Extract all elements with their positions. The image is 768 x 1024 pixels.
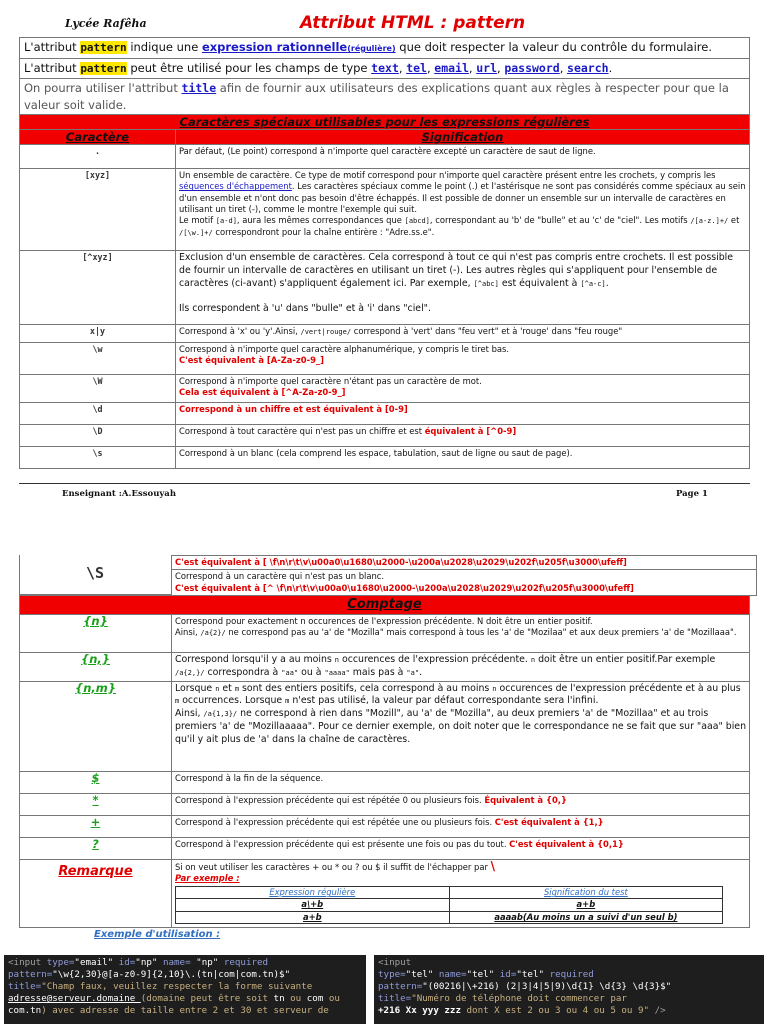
footer-teacher: Enseignant :A.Essouyah	[62, 489, 176, 499]
char-cell: [xyz]	[20, 169, 176, 251]
code-token: "email"	[74, 957, 114, 968]
meaning-cell	[172, 570, 757, 596]
intro-line-2: L'attribut pattern peut être utilisé pour les champs de type text, tel, email, url, password, search.	[20, 59, 750, 79]
code-token: com.tn	[8, 1005, 42, 1016]
code-token: "tel"	[516, 969, 545, 980]
quantifier-symbol: {n,}	[81, 652, 110, 666]
meaning-cell	[172, 793, 750, 815]
intro-text: .	[608, 61, 613, 75]
code-line	[8, 957, 362, 969]
code-token: "tel"	[405, 969, 434, 980]
meaning-cell	[172, 681, 750, 771]
equivalence-text: Cela est équivalent à [^A-Za-z0-9_]	[179, 387, 346, 398]
char-cell: \S	[85, 564, 105, 582]
meaning-text: , correspondant au 'b' de "bulle" et au 'c' de "ciel". Les motifs	[429, 215, 691, 226]
meaning-text: . Les caractères spéciaux comme le point (.) et l'astérisque ne sont pas considérés comme spéciaux au sein d'un ensemble et n'ont donc pas besoin d'être échappés. Il est possible de donner un ensemble sur un intervalle de caractères en utilisant un tiret (-), comme le montre l'exemple qui suit.	[179, 181, 746, 214]
expression-cell: a+b	[176, 911, 450, 923]
meaning-text: Ils correspondent à 'u' dans "bulle" et à 'i' dans "ciel".	[179, 303, 431, 315]
code-snippet: m	[285, 697, 290, 706]
quantifier-symbol: $	[91, 770, 100, 785]
code-token: id=	[113, 957, 136, 968]
code-token: required	[218, 957, 269, 968]
code-line	[378, 969, 760, 981]
meaning-text: Ainsi,	[175, 627, 201, 638]
code-token: "(00216|\+216) (2|3|4|5|9)\d{1} \d{3} \d{3}$"	[422, 981, 672, 992]
meaning-text: Un ensemble de caractère. Ce type de motif correspond pour n'importe quel caractère présent entre les crochets, y compris les	[179, 170, 716, 180]
code-snippet: /a{1,3}/	[203, 710, 238, 719]
code-snippet: n	[492, 684, 497, 693]
meaning-text: Correspond lorsqu'il y a au moins	[175, 654, 335, 665]
table-row	[20, 793, 750, 815]
regex-link-small[interactable]: (régulière)	[347, 44, 396, 53]
meaning-text: Exclusion d'un ensemble de caractères. Cela correspond à tout ce qui n'est pas compris entre crochets. Il est possible de fournir un intervalle de caractères en utilisant un tiret (-). Les autres règles qui s'appliquent pour l'ensemble de caractères (ci-avant) s'appliquent également ici. Par exemple,	[179, 252, 734, 289]
code-line	[8, 1005, 362, 1017]
code-snippet: /a{2}/	[200, 629, 226, 638]
col-header-expression: Expression régulière	[176, 887, 450, 899]
meaning-text: occurences de l'expression précédente et à au plus	[496, 682, 741, 694]
table-row	[176, 911, 723, 923]
remark-label-cell	[20, 859, 172, 927]
page-2	[0, 544, 768, 1024]
char-cell: \w	[20, 343, 176, 375]
char-cell	[20, 815, 172, 837]
char-cell: x|y	[20, 325, 176, 343]
meaning-text: Ainsi,	[175, 708, 204, 720]
code-token: title=	[8, 981, 42, 992]
meaning-cell	[172, 615, 750, 653]
char-cell: \W	[20, 375, 176, 403]
code-snippet: "aaaa"	[324, 668, 350, 677]
intro-text: L'attribut	[24, 61, 81, 75]
code-line: <input	[378, 957, 412, 968]
section-title: Caractères spéciaux utilisables pour les expressions régulières	[20, 115, 750, 130]
meaning-text: correspondront pour la chaîne entirère : "Adre.ss.e".	[212, 227, 435, 238]
equivalence-text: C'est équivalent à {1,}	[494, 816, 604, 827]
char-cell	[20, 837, 172, 859]
code-token: (domaine peut être soit	[140, 993, 274, 1004]
equivalence-text: équivalent à [^0-9]	[424, 426, 517, 436]
intro-text: que doit respecter la valeur du contrôle du formulaire.	[395, 40, 713, 54]
meaning-cell	[176, 403, 750, 425]
continuation-table	[171, 555, 757, 596]
remark-text: Si on veut utiliser les caractères + ou * ou ? ou $ il suffit de l'échapper par	[175, 861, 491, 872]
code-snippet: [^a-c]	[580, 279, 606, 288]
code-token: +216 Xx yyy zzz	[378, 1005, 461, 1016]
code-token: id=	[494, 969, 517, 980]
table-row	[20, 169, 750, 251]
comptage-table	[19, 595, 750, 928]
equivalence-text: C'est équivalent à [A-Za-z0-9_]	[179, 355, 324, 366]
meaning-text: Correspond à n'importe quel caractère alphanumérique, y compris le tiret bas.	[179, 344, 510, 354]
code-token: <input	[8, 957, 47, 968]
code-token: "Numéro de téléphone doit commencer par	[411, 993, 627, 1004]
table-row	[20, 425, 750, 447]
pattern-keyword: pattern	[80, 41, 127, 54]
meaning-text: n'est pas utilisé, la valeur par défaut correspondante sera l'infini.	[289, 695, 599, 707]
intro-text: afin de fournir aux utilisateurs des explications quant aux règles à respecter pour que la valeur soit valide.	[24, 81, 729, 112]
table-row	[172, 556, 757, 570]
pattern-keyword: pattern	[80, 62, 127, 75]
code-token: dont X est 2 ou 3 ou 4 ou 5 ou 9"	[460, 1005, 650, 1016]
code-token: name=	[157, 957, 197, 968]
meaning-cell	[176, 251, 750, 325]
regex-link[interactable]	[202, 40, 396, 54]
meaning-text: Correspond pour exactement n occurences de l'expression précédente. N doit être un entier positif.	[175, 616, 593, 626]
table-row	[20, 615, 750, 653]
code-token: "\w{2,30}@[a-z0-9]{2,10}\.(tn|com|com.tn)$"	[52, 969, 291, 980]
col-header-meaning: Signification	[176, 130, 750, 145]
code-example-email	[4, 955, 366, 1024]
char-cell	[20, 771, 172, 793]
meaning-text: ne correspond pas au 'a' de "Mozilla" mais correspond à tous les 'a' de "Mozilaa" et aux deux premiers 'a' de "Mozillaaa".	[225, 627, 737, 638]
code-snippet: /vert|rouge/	[300, 328, 352, 336]
type-password[interactable]: password	[504, 61, 560, 75]
char-cell	[20, 793, 172, 815]
meaning-text: Correspond à l'expression précédente qui est répétée une ou plusieurs fois.	[175, 816, 495, 827]
meaning-text: doit être un entier positif.Par exemple	[535, 654, 716, 665]
footer-page-number: Page 1	[676, 489, 708, 499]
code-token: pattern=	[378, 981, 423, 992]
code-line	[8, 993, 362, 1005]
meaning-cell	[176, 425, 750, 447]
code-snippet: m	[234, 684, 240, 693]
left-col-border	[19, 555, 171, 595]
code-snippet: [^abc]	[473, 279, 499, 288]
meaning-text: Correspond à n'importe quel caractère n'étant pas un caractère de mot.	[179, 376, 482, 386]
code-snippet: "aa"	[281, 668, 299, 677]
meaning-cell	[176, 325, 750, 343]
code-token: "tel"	[466, 969, 495, 980]
code-token: name=	[433, 969, 467, 980]
intro-text: L'attribut	[24, 40, 81, 54]
code-snippet: n	[530, 656, 536, 664]
meaning-text: occurences de l'expression précédente.	[339, 654, 531, 665]
document-title: Attribut HTML : pattern	[300, 13, 526, 33]
intro-line-3	[20, 79, 750, 116]
meaning-text: ne correspond à rien dans "Mozill", au 'a' de "Mozilla", au deux premiers 'a' de "Mozillaa" et au trois premiers 'a' de "Mozillaaaaa". Pour ce dernier exemple, on doit noter que le correspondance ne se fait que sur "aaa" bien qu'il y ait plus de 'a' dans la chaîne de caractères.	[175, 708, 747, 745]
remark-cell	[172, 859, 750, 927]
quantifier-symbol: {n,m}	[75, 680, 116, 695]
meaning-text: correspond à 'vert' dans "feu vert" et à 'rouge' dans "feu rouge"	[351, 326, 623, 336]
meaning-text: Lorsque	[175, 682, 216, 694]
code-line	[378, 993, 760, 1005]
meaning-cell	[176, 343, 750, 375]
test-cell: aaaab(Au moins un a suivi d'un seul b)	[449, 911, 723, 923]
code-token: title=	[378, 993, 412, 1004]
meaning-cell: Correspond à la fin de la séquence.	[172, 771, 750, 793]
remark-label: Remarque	[58, 863, 133, 879]
meaning-cell	[176, 375, 750, 403]
code-snippet: /[a-z.]+/	[690, 217, 729, 226]
table-row	[20, 837, 750, 859]
expression-cell: a\+b	[176, 899, 450, 911]
table-row	[20, 447, 750, 469]
equivalence-text: Équivalent à {0,}	[484, 794, 567, 805]
example-table	[175, 886, 723, 924]
char-cell	[20, 681, 172, 771]
code-token: "np"	[135, 957, 158, 968]
comptage-title: Comptage	[20, 596, 750, 615]
type-url[interactable]: url	[476, 61, 497, 75]
code-example-tel	[372, 955, 764, 1024]
type-search[interactable]: search	[567, 61, 609, 75]
intro-text: On pourra utiliser l'attribut	[24, 81, 182, 95]
code-line	[8, 981, 362, 993]
special-chars-table	[19, 114, 750, 469]
meaning-text: et	[728, 215, 740, 226]
meaning-text: .	[419, 666, 423, 678]
table-row	[20, 653, 750, 682]
page-1	[0, 0, 768, 508]
code-token: pattern=	[8, 969, 53, 980]
code-token: required	[544, 969, 594, 980]
meaning-text: Correspond à 'x' ou 'y'.Ainsi,	[179, 326, 301, 336]
quantifier-symbol: *	[92, 792, 99, 807]
escape-sequences-link[interactable]: séquences d'échappement	[179, 181, 292, 192]
table-row	[20, 771, 750, 793]
example-label: Par exemple :	[175, 872, 240, 883]
table-row	[20, 325, 750, 343]
meaning-text: .	[605, 277, 609, 289]
code-snippet: "a"	[406, 668, 420, 677]
code-line	[8, 969, 362, 981]
code-line	[378, 981, 760, 993]
meaning-text: Correspond à l'expression précédente qui est présente une fois ou pas du tout.	[175, 838, 510, 849]
code-token: "np"	[196, 957, 219, 968]
code-snippet: n	[215, 684, 220, 693]
meaning-text: sont des entiers positifs, cela correspond à au moins	[239, 682, 493, 694]
type-tel[interactable]: tel	[406, 61, 427, 75]
equivalence-text: Correspond à un chiffre et est équivalent à [0-9]	[179, 404, 408, 414]
code-token: ) avec adresse de taille entre 2 et 30 et serveur de	[41, 1005, 329, 1016]
table-row	[20, 681, 750, 771]
code-token: tn	[273, 993, 285, 1004]
meaning-cell: Par défaut, (Le point) correspond à n'importe quel caractère excepté un caractère de saut de ligne.	[176, 145, 750, 169]
meaning-cell	[172, 556, 757, 570]
table-row	[20, 251, 750, 325]
code-snippet: [abcd]	[404, 217, 430, 226]
intro-text: indique une	[126, 40, 202, 54]
code-token: ou	[323, 993, 340, 1004]
code-snippet: [a-d]	[215, 217, 237, 226]
code-token: adresse@serveur.domaine	[8, 993, 141, 1004]
type-text[interactable]: text	[371, 61, 399, 75]
code-snippet: /a{2,}/	[175, 668, 205, 677]
meaning-text: , aura les mêmes correspondances que	[236, 215, 405, 226]
char-cell: \d	[20, 403, 176, 425]
char-cell: .	[20, 145, 176, 169]
meaning-text: Correspond à tout caractère qui n'est pas un chiffre et est	[179, 426, 425, 436]
meaning-cell	[172, 815, 750, 837]
code-token: type=	[46, 957, 75, 968]
intro-text: peut être utilisé pour les champs de type	[126, 61, 372, 75]
table-row	[172, 570, 757, 596]
type-email[interactable]: email	[434, 61, 469, 75]
meaning-cell	[172, 653, 750, 682]
meaning-text: correspondra à	[204, 666, 282, 678]
char-cell: \D	[20, 425, 176, 447]
quantifier-symbol: +	[90, 814, 101, 829]
footer-rule	[19, 483, 750, 484]
quantifier-symbol: ?	[92, 836, 99, 851]
meaning-text: occurrences. Lorsque	[179, 695, 286, 707]
code-token: "Champ faux, veuillez respecter la forme suivante	[41, 981, 313, 992]
table-row	[176, 899, 723, 911]
intro-table	[19, 37, 750, 116]
equivalence-text: C'est équivalent à [^ \f\n\r\t\v\u00a0\u1680\u2000-\u200a\u2028\u2029\u202f\u205f\u3000\ufeff]	[175, 582, 634, 593]
meaning-text: Correspond à l'expression précédente qui est répétée 0 ou plusieurs fois.	[175, 794, 485, 805]
school-name: Lycée Rafêha	[65, 17, 147, 30]
col-header-char: Caractère	[20, 130, 176, 145]
usage-example-label: Exemple d'utilisation :	[94, 929, 221, 940]
char-cell	[20, 615, 172, 653]
code-token: com	[306, 993, 324, 1004]
code-token: ou	[284, 993, 307, 1004]
col-header-test: Signification du test	[449, 887, 723, 899]
code-token: type=	[378, 969, 406, 980]
code-line	[378, 1005, 760, 1017]
meaning-cell: Correspond à un blanc (cela comprend les espace, tabulation, saut de ligne ou saut de page).	[176, 447, 750, 469]
code-snippet: m	[175, 697, 180, 706]
meaning-text: et	[219, 682, 235, 694]
table-row	[20, 815, 750, 837]
table-row	[20, 859, 750, 927]
backslash-symbol: \	[490, 858, 495, 873]
char-cell: [^xyz]	[20, 251, 176, 325]
test-cell: a+b	[449, 899, 723, 911]
page-gap	[0, 508, 768, 544]
meaning-cell	[172, 837, 750, 859]
char-cell: \s	[20, 447, 176, 469]
code-snippet: /[\w.]+/	[179, 229, 213, 238]
table-row	[20, 343, 750, 375]
quantifier-symbol: {n}	[83, 614, 108, 628]
meaning-cell	[176, 169, 750, 251]
meaning-text: ou à	[298, 666, 325, 678]
regex-link-label[interactable]: expression rationnelle	[201, 40, 348, 54]
equivalence-text: C'est équivalent à [ \f\n\r\t\v\u00a0\u1680\u2000-\u200a\u2028\u2029\u202f\u205f\u3000\ufeff]	[175, 557, 627, 567]
meaning-text: mais pas à	[349, 666, 407, 678]
table-row	[20, 375, 750, 403]
meaning-text: Le motif	[179, 215, 216, 226]
table-row	[20, 403, 750, 425]
code-snippet: n	[334, 656, 339, 664]
code-token: />	[649, 1005, 666, 1016]
meaning-text: est équivalent à	[498, 277, 581, 289]
meaning-text: Correspond à un caractère qui n'est pas un blanc.	[175, 571, 385, 582]
char-cell	[20, 653, 172, 682]
intro-line-1	[20, 38, 750, 59]
table-row	[20, 145, 750, 169]
equivalence-text: C'est équivalent à {0,1}	[509, 838, 624, 849]
title-keyword[interactable]: title	[181, 81, 217, 95]
